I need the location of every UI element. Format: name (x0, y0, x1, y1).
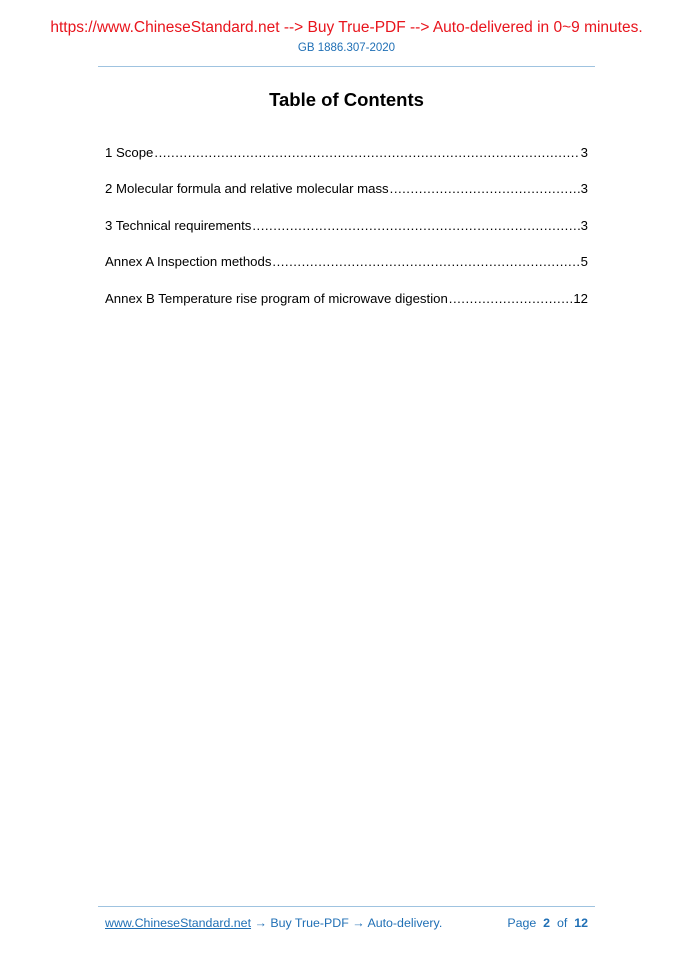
footer-site-link[interactable]: www.ChineseStandard.net (105, 916, 252, 930)
toc-dot-leader (390, 181, 580, 196)
toc-entry-text: Annex B Temperature rise program of microwave digestion (105, 290, 448, 306)
header-banner[interactable]: https://www.ChineseStandard.net --> Buy True-PDF --> Auto-delivered in 0~9 minutes. (50, 19, 643, 36)
toc-entry-molecular-formula[interactable] (105, 181, 588, 217)
page-current: 2 (543, 916, 551, 930)
toc-entry-text: 3 Technical requirements (105, 217, 252, 233)
page-total: 12 (574, 916, 588, 930)
toc-entry-text: 1 Scope (105, 145, 154, 160)
toc-dot-leader (272, 254, 579, 269)
footer-promo (105, 916, 442, 930)
footer-buy-text: Buy True-PDF (270, 916, 349, 930)
toc-entry-scope[interactable] (105, 145, 588, 181)
toc-entry-technical-requirements[interactable] (105, 218, 588, 254)
page-of: of (556, 916, 568, 930)
toc-entry-text: 2 Molecular formula and relative molecular mass (105, 181, 389, 197)
toc-entry-page: 3 (580, 145, 588, 160)
toc-list (105, 145, 588, 327)
page-label: Page (507, 916, 537, 930)
toc-entry-annex-b[interactable] (105, 291, 588, 327)
toc-dot-leader (449, 291, 573, 306)
toc-entry-page: 3 (580, 181, 588, 197)
toc-entry-page: 12 (573, 290, 588, 306)
standard-code: GB 1886.307-2020 (297, 42, 396, 54)
toc-dot-leader (252, 218, 579, 233)
toc-entry-page: 5 (580, 254, 588, 270)
toc-entry-text: Annex A Inspection methods (105, 254, 272, 270)
toc-dot-leader (154, 145, 579, 160)
page-counter (507, 916, 588, 930)
header-divider (98, 66, 595, 67)
footer-delivery-text: Auto-delivery. (367, 916, 443, 930)
arrow-right-icon: → (254, 916, 267, 930)
footer-divider (98, 906, 595, 907)
page-title: Table of Contents (269, 89, 424, 110)
toc-entry-annex-a[interactable] (105, 254, 588, 290)
arrow-right-icon: → (352, 916, 365, 930)
toc-entry-page: 3 (580, 217, 588, 233)
